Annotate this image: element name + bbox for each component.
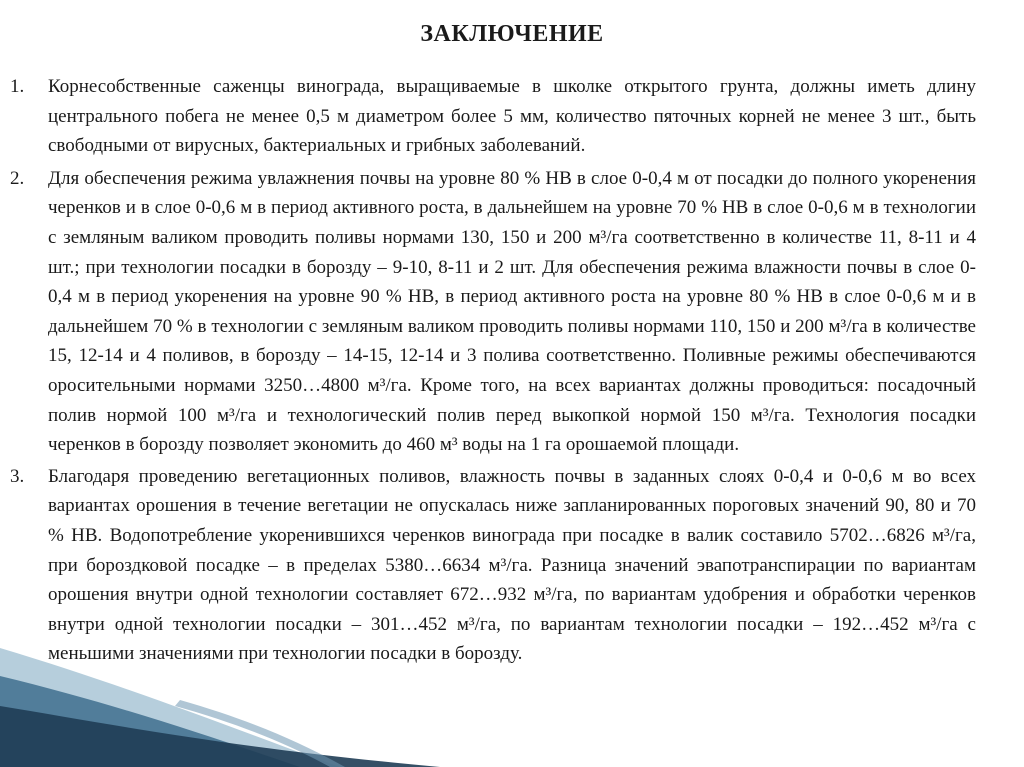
list-item: [10, 72, 976, 161]
item-text: Корнесобственные саженцы винограда, выращиваемые в школке открытого грунта, должны иметь длину центрального побега не менее 0,5 м диаметром более 5 мм, количество пяточных корней не менее 3 шт., быть свободными от вирусных, бактериальных и грибных заболеваний.: [48, 76, 976, 157]
slide-title: ЗАКЛЮЧЕНИЕ: [420, 21, 604, 47]
item-number: 3.: [10, 465, 25, 487]
item-number: 1.: [10, 76, 25, 97]
item-text: Для обеспечения режима увлажнения почвы на уровне 80 % НВ в слое 0-0,4 м от посадки до полного укоренения черенков и в слое 0-0,6 м в период активного роста, в дальнейшем на уровне 70 % НВ в слое 0-0,6 м в технологии с земляным валиком проводить поливы нормами 130, 150 и 200 м³/га соответственно в количестве 11, 8-11 и 4 шт.; при технологии посадки в борозду – 9-10, 8-11 и 2 шт. Для обеспечения режима влажности почвы в слое 0-0,4 м в период укоренения на уровне 90 % НВ, в период активного роста на уровне 80 % НВ в слое 0-0,6 м и в дальнейшем 70 % в технологии с земляным валиком проводить поливы нормами 110, 150 и 200 м³/га в количестве 15, 12-14 и 4 поливов, в борозду – 14-15, 12-14 и 3 полива соответственно. Поливные режимы обеспечиваются оросительными нормами 3250…4800 м³/га. Кроме того, на всех вариантах должны проводиться: посадочный полив нормой 100 м³/га и технологический полив перед выкопкой нормой 150 м³/га. Технология посадки черенков в борозду позволяет экономить до 460 м³ воды на 1 га орошаемой площади.: [48, 167, 976, 456]
list-item: [10, 164, 976, 460]
item-text: Благодаря проведению вегетационных поливов, влажность почвы в заданных слоях 0-0,4 и 0-0,6 м во всех вариантах орошения в течение вегетации не опускалась ниже запланированных пороговых значений 90, 80 и 70 % НВ. Водопотребление укоренившихся черенков винограда при посадке в валик составило 5702…6826 м³/га, при бороздковой посадке – в пределах 5380…6634 м³/га. Разница значений эвапотранспирации по вариантам орошения внутри одной технологии составляет 672…932 м³/га, по вариантам удобрения и обработки черенков внутри одной технологии посадки – 301…452 м³/га, по вариантам технологии посадки – 192…452 м³/га с меньшими значениями при технологии посадки в борозду.: [48, 465, 976, 665]
conclusion-list: [10, 72, 976, 669]
item-number: 2.: [10, 167, 25, 189]
list-item: [10, 462, 976, 669]
